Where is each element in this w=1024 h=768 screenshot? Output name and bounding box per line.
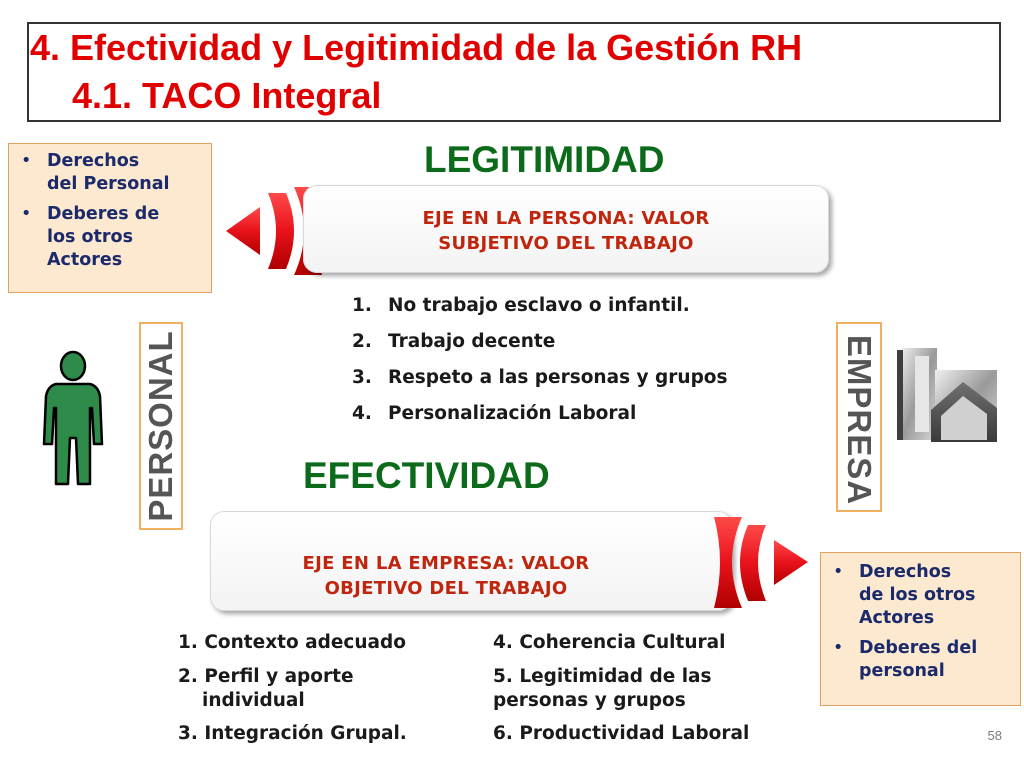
list-item: 4. Personalización Laboral	[352, 403, 637, 424]
personal-rights-box	[8, 143, 212, 293]
bullet-item: • Deberes de los otros Actores	[15, 203, 205, 272]
list-item: 5. Legitimidad de las personas y grupos	[493, 666, 712, 711]
empresa-rights-box	[820, 552, 1021, 706]
list-item: 3. Respeto a las personas y grupos	[352, 367, 728, 388]
list-item: 2. Trabajo decente	[352, 331, 556, 352]
list-item: 1. No trabajo esclavo o infantil.	[352, 295, 690, 316]
list-item: 4. Coherencia Cultural	[493, 632, 726, 653]
list-item: 6. Productividad Laboral	[493, 723, 750, 744]
empresa-axis-text: EJE EN LA EMPRESA: VALOR OBJETIVO DEL TRABAJO	[302, 553, 590, 599]
legitimidad-heading: LEGITIMIDAD	[424, 139, 665, 180]
page-title: 4. Efectividad y Legitimidad de la Gestión RH	[30, 27, 803, 68]
building-icon	[895, 346, 1005, 446]
persona-axis-text: EJE EN LA PERSONA: VALOR SUBJETIVO DEL TRABAJO	[422, 208, 710, 254]
right-arrow-icon	[712, 515, 812, 610]
bullet-item: • Derechos del Personal	[15, 150, 205, 196]
bullet-item: • Deberes del personal	[827, 637, 1014, 683]
list-item: 3. Integración Grupal.	[178, 723, 407, 744]
efectividad-heading: EFECTIVIDAD	[303, 455, 550, 496]
person-figure-icon	[40, 348, 106, 490]
bullet-item: • Derechos de los otros Actores	[827, 561, 1014, 630]
page-subtitle: 4.1. TACO Integral	[72, 75, 382, 116]
list-item: 1. Contexto adecuado	[178, 632, 406, 653]
empresa-label: EMPRESA	[841, 334, 878, 506]
personal-label: PERSONAL	[142, 330, 179, 522]
page-number: 58	[987, 728, 1002, 743]
list-item: 2. Perfil y aporte individual	[178, 666, 354, 711]
